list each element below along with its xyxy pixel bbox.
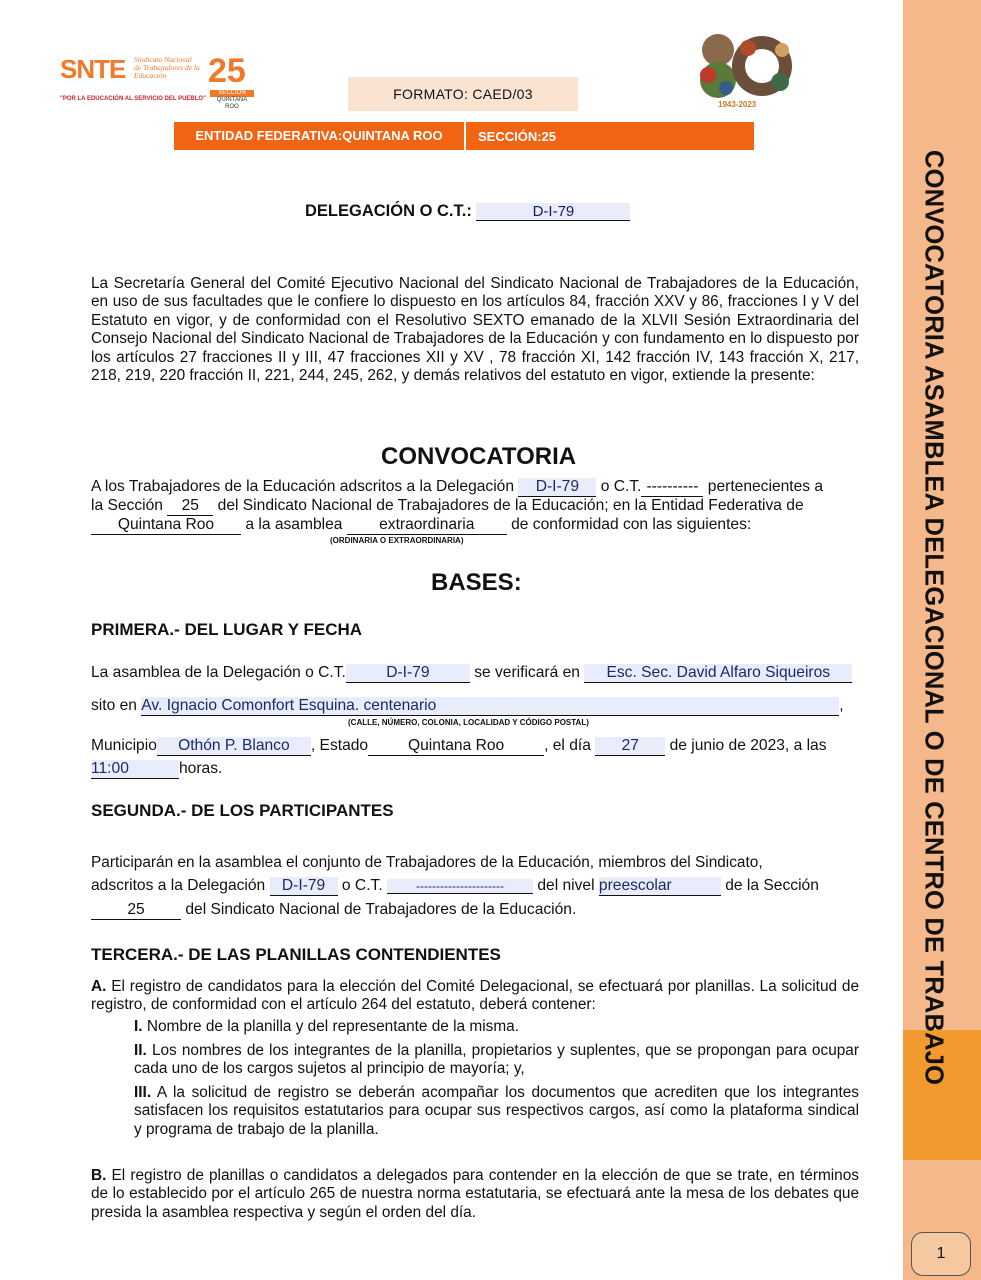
primera-estado[interactable]: Quintana Roo xyxy=(368,737,544,756)
snte-logo-number: 25 xyxy=(208,52,246,90)
convocatoria-tipo[interactable]: extraordinaria xyxy=(347,516,507,535)
segunda-line-2: adscritos a la Delegación D-I-79 o C.T. ---------------------- del nivel preescolar de la Sección xyxy=(91,877,819,894)
snte-logo-tagline: "POR LA EDUCACIÓN AL SERVICIO DEL PUEBLO" xyxy=(60,96,206,102)
convocatoria-line-3: Quintana Roo a la asamblea extraordinaria de conformidad con las siguientes: xyxy=(91,516,751,535)
primera-line-2: sito en Av. Ignacio Comonfort Esquina. centenario , xyxy=(91,697,844,714)
segunda-line-1: Participarán en la asamblea el conjunto de Trabajadores de la Educación, miembros del Sindicato, xyxy=(91,854,763,871)
seccion-label: SECCIÓN:25 xyxy=(478,128,557,144)
primera-delegacion[interactable]: D-I-79 xyxy=(346,664,470,683)
snte-logo xyxy=(60,52,260,108)
sidebar-vertical-title: CONVOCATORIA ASAMBLEA DELEGACIONAL O DE CENTRO DE TRABAJO xyxy=(919,150,948,1086)
primera-title: PRIMERA.- DEL LUGAR Y FECHA xyxy=(91,620,363,639)
tipo-hint: (ORDINARIA O EXTRAORDINARIA) xyxy=(330,536,464,545)
intro-paragraph: La Secretaría General del Comité Ejecutivo Nacional del Sindicato Nacional de Trabajadores de la Educación, en uso de sus facultades que le confiere lo dispuesto en los artículos 84, fracción XXV y 86, fracciones I y V del Estatuto en vigor, y de conformidad con el Resolutivo SEXTO emanado de la XLVII Sesión Extraordinaria del Consejo Nacional del Sindicato Nacional de Trabajadores de la Educación y con fundamento en lo dispuesto por los artículos 27 fracciones II y III, 47 fracciones XII y XV , 78 fracción XI, 142 fracción IV, 143 fracción X, 217, 218, 219, 220 fracción II, 221, 244, 245, 262, y demás relativos del estatuto en vigor, extiende la presente: xyxy=(91,275,859,385)
entidad-federativa: ENTIDAD FEDERATIVA:QUINTANA ROO xyxy=(174,122,466,150)
convocatoria-line-2: la Sección 25 del Sindicato Nacional de Trabajadores de la Educación; en la Entidad Federativa de xyxy=(91,497,804,514)
bases-title: BASES: xyxy=(431,569,522,596)
convocatoria-ct[interactable]: ---------- xyxy=(641,478,703,497)
direccion-hint: (CALLE, NÚMERO, COLONIA, LOCALIDAD Y CÓDIGO POSTAL) xyxy=(348,718,589,727)
anniversary-80-graphic xyxy=(690,30,800,100)
segunda-line-3: 25 del Sindicato Nacional de Trabajadores de la Educación. xyxy=(91,901,576,920)
primera-line-4: 11:00 horas. xyxy=(91,760,223,777)
tercera-b: B. El registro de planillas o candidatos a delegados para contender en la elección de que se trate, en términos de lo establecido por el artículo 265 de nuestra norma estatutaria, se efectuará ante la mesa de los debates que presida la asamblea respectiva y según el orden del día. xyxy=(91,1167,859,1221)
snte-logo-word: SNTE xyxy=(60,54,126,84)
tercera-iii: III. A la solicitud de registro se deberán acompañar los documentos que acrediten que los integrantes satisfacen los requisitos estatutarios para ocupar sus respectivos cargos, así como la plataforma sindical y programa de trabajo de la planilla. xyxy=(134,1084,859,1138)
segunda-title: SEGUNDA.- DE LOS PARTICIPANTES xyxy=(91,801,394,820)
snte-logo-seccion: SECCIÓN QUINTANA ROO xyxy=(210,90,254,111)
header-band xyxy=(174,122,754,150)
convocatoria-title: CONVOCATORIA xyxy=(381,443,577,470)
segunda-nivel[interactable]: preescolar xyxy=(599,877,721,896)
tercera-ii: II. Los nombres de los integrantes de la planilla, propietarios y suplentes, que se propongan para ocupar cada uno de los cargos sujetos al principio de mayoría; y, xyxy=(134,1042,859,1078)
tercera-a: A. El registro de candidatos para la elección del Comité Delegacional, se efectuará por planillas. La solicitud de registro, de conformidad con el artículo 264 del estatuto, deberá contener: xyxy=(91,978,860,1014)
convocatoria-entidad[interactable]: Quintana Roo xyxy=(91,516,241,535)
formato-label: FORMATO: CAED/03 xyxy=(348,77,578,111)
sidebar xyxy=(903,0,981,1280)
delegacion-label: DELEGACIÓN O C.T.: xyxy=(305,202,472,220)
convocatoria-line-1: A los Trabajadores de la Educación adscritos a la Delegación D-I-79 o C.T. ---------- pertenecientes a xyxy=(91,478,824,495)
primera-municipio[interactable]: Othón P. Blanco xyxy=(157,737,311,756)
convocatoria-seccion[interactable]: 25 xyxy=(167,497,213,516)
tercera-i: I. Nombre de la planilla y del representante de la misma. xyxy=(134,1018,519,1035)
segunda-ct[interactable]: ---------------------- xyxy=(387,879,533,894)
primera-line-1: La asamblea de la Delegación o C.T. D-I-79 se verificará en Esc. Sec. David Alfaro Siqueiros xyxy=(91,664,852,683)
primera-lugar[interactable]: Esc. Sec. David Alfaro Siqueiros xyxy=(584,664,852,683)
segunda-delegacion[interactable]: D-I-79 xyxy=(270,877,338,896)
delegacion-value[interactable]: D-I-79 xyxy=(476,203,630,221)
primera-direccion[interactable]: Av. Ignacio Comonfort Esquina. centenario xyxy=(141,697,839,716)
anniversary-years: 1943-2023 xyxy=(718,100,757,109)
primera-hora[interactable]: 11:00 xyxy=(91,760,179,779)
anniversary-80-logo xyxy=(690,30,800,116)
primera-line-3: Municipio Othón P. Blanco , Estado Quintana Roo , el día 27 de junio de 2023, a las xyxy=(91,737,827,754)
delegacion-line xyxy=(305,202,630,221)
page-number: 1 xyxy=(911,1232,971,1276)
segunda-seccion[interactable]: 25 xyxy=(91,901,181,920)
snte-logo-subtitle: Sindicato Nacional de Trabajadores de la Educación xyxy=(134,55,200,80)
tercera-title: TERCERA.- DE LAS PLANILLAS CONTENDIENTES xyxy=(91,945,501,964)
convocatoria-delegacion[interactable]: D-I-79 xyxy=(518,478,596,497)
primera-dia[interactable]: 27 xyxy=(595,737,665,756)
